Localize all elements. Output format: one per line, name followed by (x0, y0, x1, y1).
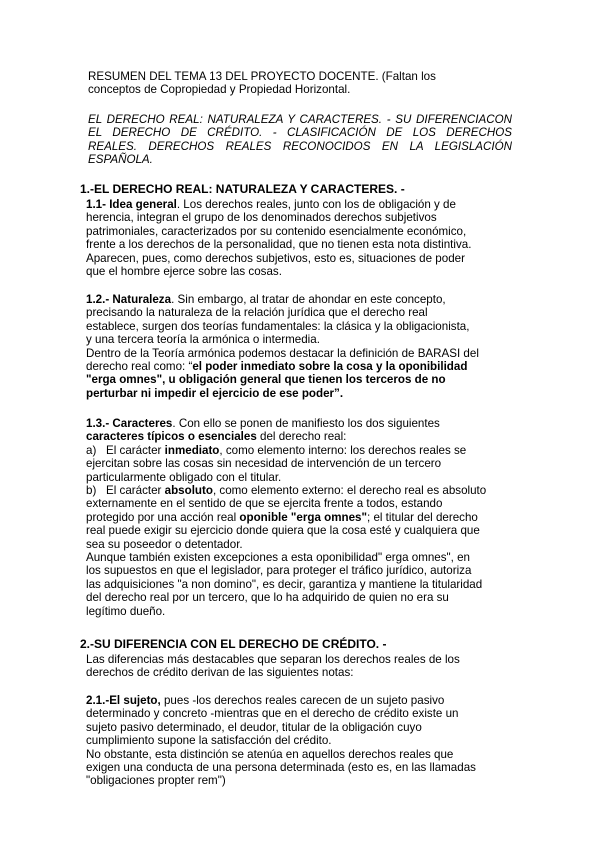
paragraph-title: 1.3.- Caracteres (86, 417, 173, 430)
list-marker: b) (86, 484, 97, 498)
document-subtitle (88, 113, 512, 167)
subtitle-line: EL DERECHO REAL: NATURALEZA Y CARACTERES. - SU DIFERENCIACON (88, 113, 512, 126)
section-2-intro: Las diferencias más destacables que separan los derechos reales de los derechos de crédito derivan de las siguientes notas: (86, 653, 460, 680)
subtitle-line: REALES. DERECHOS REALES RECONOCIDOS EN LA LEGISLACIÓN (88, 139, 512, 153)
paragraph-title: 1.2.- Naturaleza (86, 293, 172, 306)
paragraph-1-2: 1.2.- Naturaleza. Sin embargo, al tratar de ahondar en este concepto, precisando la naturaleza de la relación jurídica que el derecho real establece, surgen dos teorías fundamentales: la clásica y la obligacionista, y una tercera teoría la armónica o intermedia. Dentro de la Teoría armónica podemos destacar la definición de BARASI del derecho real como: “el poder inmediato sobre la cosa y la oponibilidad "erga omnes", u obligación general que tienen los terceros de no perturbar ni impedir el ejercicio de ese poder”. (86, 293, 479, 400)
header-line: RESUMEN DEL TEMA 13 DEL PROYECTO DOCENTE. (Faltan los (88, 70, 436, 83)
definition-quote: perturbar ni impedir el ejercicio de ese poder”. (86, 386, 344, 400)
paragraph-title: 1.1- Idea general (86, 198, 177, 211)
paragraph-1-1: 1.1- Idea general. Los derechos reales, junto con los de obligación y de herencia, integran el grupo de los denominados derechos subjetivos patrimoniales, caracterizados por su contenido esencialmente económico, frente a los derechos de la personalidad, que no tienen esta nota distintiva. Aparecen, pues, como derechos subjetivos, esto es, situaciones de poder que el hombre ejerce sobre las cosas. (86, 198, 472, 279)
document-header (88, 70, 436, 97)
subtitle-line: ESPAÑOLA. (88, 153, 153, 167)
header-line: conceptos de Copropiedad y Propiedad Horizontal. (88, 83, 351, 97)
paragraph-1-3: 1.3.- Caracteres. Con ello se ponen de manifiesto los dos siguientes caracteres típicos o esenciales del derecho real: a) El carácter inmediato, como elemento interno: los derechos reales se ejercitan sobre las cosas sin necesidad de intervención de un tercero particularmente obligado con el titular. b) El carácter absoluto, como elemento externo: el derecho real es absoluto externamente en el sentido de que se ejercita frente a todos, estando protegido por una acción real oponible "erga omnes"; el titular del derecho real puede exigir su ejercicio donde quiera que la cosa esté y cualquiera que sea su poseedor o detentador. Aunque también existen excepciones a esta oponibilidad" erga omnes", en los supuestos en que el legislador, para proteger el tráfico jurídico, autoriza las adquisiciones "a non domino", es decir, garantiza y mantiene la titularidad del derecho real por un tercero, que lo ha adquirido de quien no era su legítimo dueño. (86, 417, 487, 618)
paragraph-2-1: 2.1.-El sujeto, pues -los derechos reales carecen de un sujeto pasivo determinado y concreto -mientras que en el derecho de crédito existe un sujeto pasivo determinado, el deudor, titular de la obligación cuyo cumplimiento supone la satisfacción del crédito. No obstante, esta distinción se atenúa en aquellos derechos reales que exigen una conducta de una persona determinada (esto es, en las llamadas "obligaciones propter rem") (86, 694, 476, 788)
section-1-heading: 1.-EL DERECHO REAL: NATURALEZA Y CARACTERES. - (80, 182, 405, 196)
list-marker: a) (86, 443, 97, 457)
definition-quote: el poder inmediato sobre la cosa y la oponibilidad (192, 360, 468, 374)
paragraph-title: 2.1.-El sujeto, (86, 694, 161, 707)
definition-quote: "erga omnes", u obligación general que tienen los terceros de no (86, 373, 446, 387)
subtitle-line: EL DERECHO DE CRÉDITO. - CLASIFICACIÓN DE LOS DERECHOS (88, 126, 512, 140)
section-2-heading: 2.-SU DIFERENCIA CON EL DERECHO DE CRÉDITO. - (80, 637, 387, 651)
